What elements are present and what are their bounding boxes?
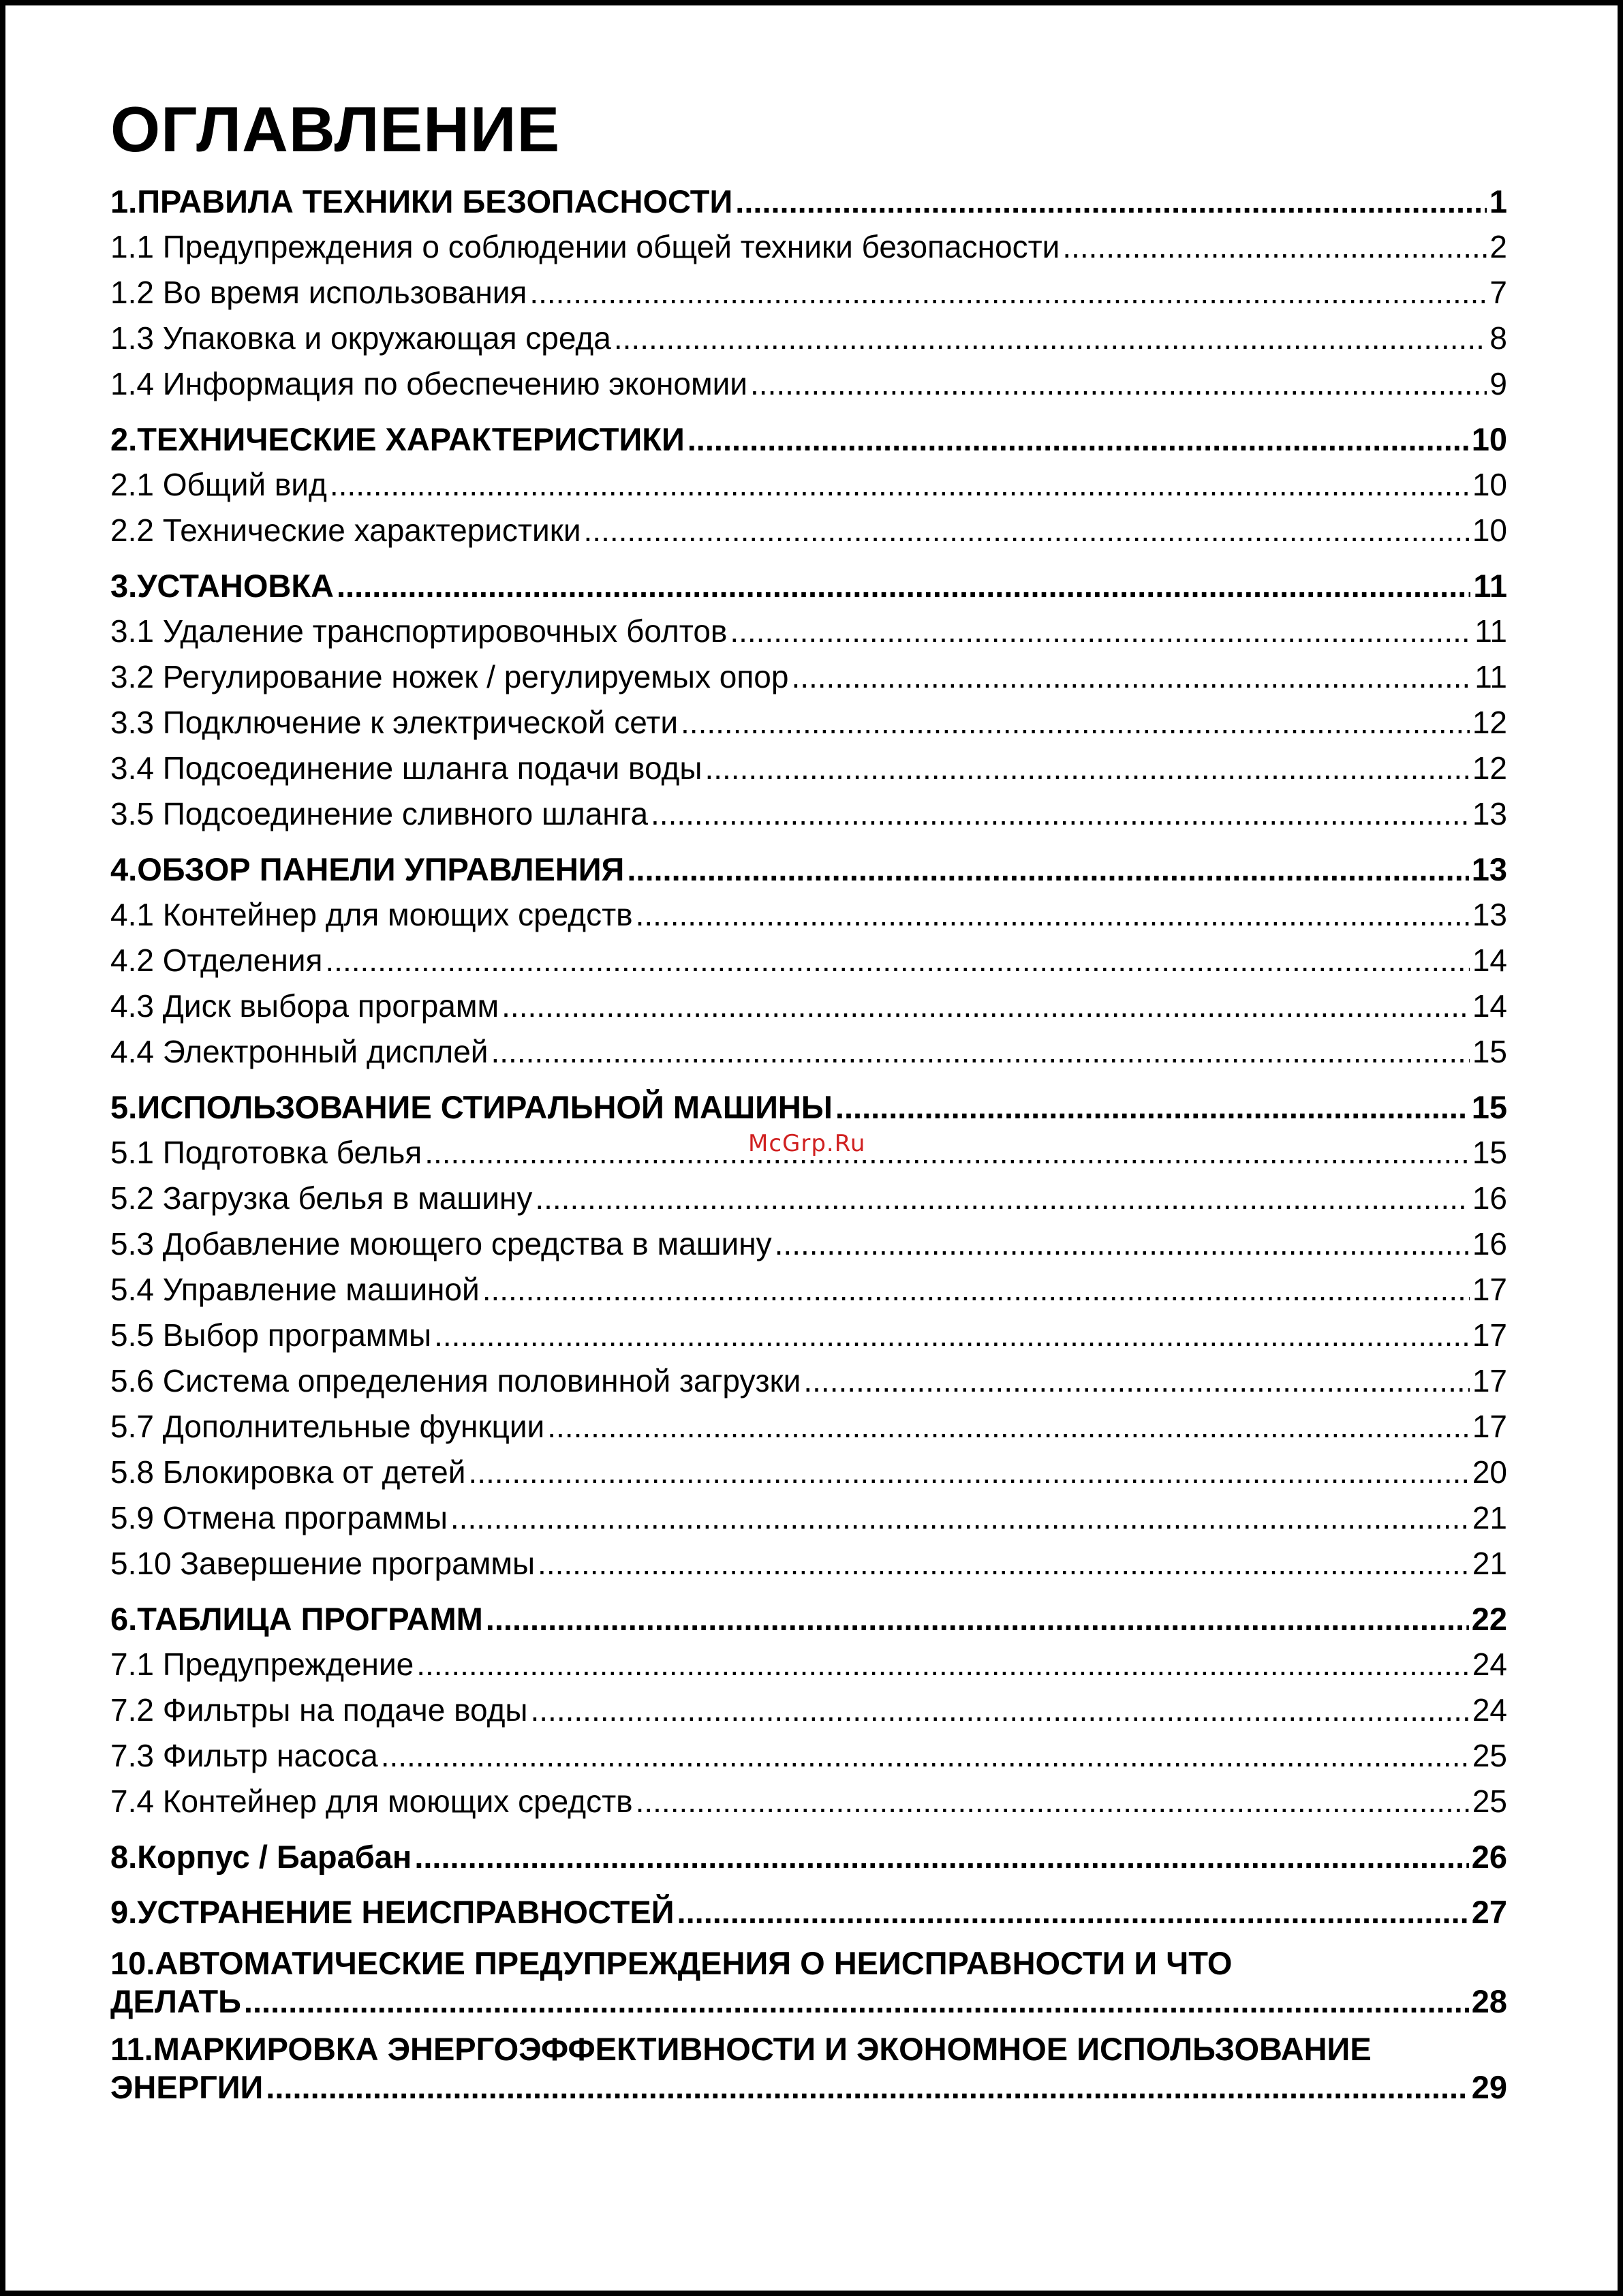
toc-label: 1.2 Во время использования [110,275,527,310]
toc-label: 5.10 Завершение программы [110,1546,536,1581]
toc-page: 20 [1472,1454,1507,1490]
leader-dots [434,1313,1470,1358]
toc-page: 14 [1472,943,1507,978]
leader-dots [687,416,1469,462]
toc-label: 7.2 Фильтры на подаче воды [110,1692,528,1728]
toc-item-2-1[interactable] [110,462,1507,508]
toc-label: 5.4 Управление машиной [110,1272,480,1307]
toc-label: 4.3 Диск выбора программ [110,988,499,1024]
leader-dots [614,316,1487,361]
toc-label: 5.8 Блокировка от детей [110,1454,466,1490]
toc-page: 14 [1472,988,1507,1024]
toc-label: 3.УСТАНОВКА [110,568,334,604]
toc-item-7-1[interactable] [110,1642,1507,1687]
toc-section-1[interactable] [110,179,1507,224]
toc-item-1-1[interactable] [110,224,1507,270]
leader-dots [677,1889,1469,1935]
toc-label: 3.3 Подключение к электрической сети [110,705,679,740]
leader-dots [835,1084,1469,1130]
leader-dots [482,1267,1470,1313]
leader-dots [636,892,1470,938]
toc-page: 10 [1472,512,1507,548]
toc-section-4[interactable] [110,846,1507,892]
toc-page: 16 [1472,1226,1507,1261]
toc-page: 17 [1472,1317,1507,1353]
toc-page: 13 [1472,796,1507,831]
toc-page: 15 [1472,1135,1507,1170]
toc-container [110,95,1507,2107]
leader-dots [330,462,1470,508]
leader-dots [244,1983,1469,2021]
toc-page: 11 [1474,613,1507,649]
leader-dots [414,1834,1468,1880]
toc-page: 21 [1472,1546,1507,1581]
toc-label: 3.1 Удаление транспортировочных болтов [110,613,728,649]
toc-item-3-1[interactable] [110,609,1507,654]
toc-page: 11 [1474,659,1507,694]
leader-dots [803,1358,1469,1404]
toc-item-4-1[interactable] [110,892,1507,938]
toc-item-7-2[interactable] [110,1687,1507,1733]
toc-label: 8.Корпус / Барабан [110,1839,412,1875]
toc-page: 16 [1472,1180,1507,1216]
toc-page: 8 [1489,320,1507,356]
toc-item-5-10[interactable] [110,1541,1507,1587]
leader-dots [337,563,1470,609]
toc-page: 9 [1489,366,1507,401]
toc-item-7-3[interactable] [110,1733,1507,1779]
leader-dots [468,1450,1469,1495]
toc-item-5-2[interactable] [110,1176,1507,1221]
leader-dots [325,938,1469,983]
toc-section-11[interactable] [110,2030,1507,2107]
leader-dots [750,361,1487,407]
toc-label: 2.ТЕХНИЧЕСКИЕ ХАРАКТЕРИСТИКИ [110,421,685,457]
toc-label: 1.3 Упаковка и окружающая среда [110,320,611,356]
leader-dots [651,791,1470,837]
toc-page: 13 [1472,897,1507,932]
toc-label: 7.3 Фильтр насоса [110,1738,378,1773]
toc-item-4-3[interactable] [110,983,1507,1029]
toc-label: 3.4 Подсоединение шланга подачи воды [110,750,702,786]
leader-dots [735,179,1487,224]
leader-dots [424,1130,1470,1176]
toc-page: 12 [1472,705,1507,740]
toc-label: 4.1 Контейнер для моющих средств [110,897,633,932]
toc-page: 10 [1472,467,1507,502]
leader-dots [538,1541,1470,1587]
toc-label: 1.1 Предупреждения о соблюдении общей техники безопасности [110,229,1060,264]
toc-page: 2 [1489,229,1507,264]
toc-label: 5.9 Отмена программы [110,1500,448,1535]
leader-dots [501,983,1470,1029]
toc-item-3-2[interactable] [110,654,1507,700]
toc-page: 29 [1471,2069,1507,2105]
toc-page: 26 [1471,1839,1507,1875]
toc-section-6[interactable] [110,1596,1507,1642]
toc-item-5-7[interactable] [110,1404,1507,1450]
toc-page: 17 [1472,1272,1507,1307]
toc-item-3-4[interactable] [110,746,1507,791]
toc-page: 28 [1471,1983,1507,2019]
toc-page: 21 [1472,1500,1507,1535]
toc-section-10[interactable] [110,1944,1507,2021]
toc-page: 13 [1471,851,1507,887]
toc-page: 17 [1472,1363,1507,1398]
leader-dots [636,1779,1470,1824]
leader-dots [681,700,1470,746]
watermark: McGrp.Ru [748,1130,866,1157]
toc-label-line2: ЭНЕРГИИ [110,2069,264,2105]
leader-dots [775,1221,1470,1267]
toc-item-5-3[interactable] [110,1221,1507,1267]
toc-item-5-8[interactable] [110,1450,1507,1495]
toc-label-line1: 11.МАРКИРОВКА ЭНЕРГОЭФФЕКТИВНОСТИ И ЭКОНОМНОЕ ИСПОЛЬЗОВАНИЕ [110,2031,1372,2067]
toc-item-5-4[interactable] [110,1267,1507,1313]
toc-label: 5.7 Дополнительные функции [110,1409,545,1444]
toc-page: 15 [1472,1034,1507,1069]
toc-label-line2: ДЕЛАТЬ [110,1983,241,2019]
toc-section-2[interactable] [110,416,1507,462]
leader-dots [791,654,1472,700]
leader-dots [531,1687,1470,1733]
toc-page: 27 [1471,1894,1507,1930]
toc-item-4-2[interactable] [110,938,1507,983]
toc-label: 1.4 Информация по обеспечению экономии [110,366,748,401]
toc-section-8[interactable] [110,1834,1507,1880]
toc-label: 5.5 Выбор программы [110,1317,432,1353]
toc-page: 15 [1471,1089,1507,1125]
toc-label-line1: 10.АВТОМАТИЧЕСКИЕ ПРЕДУПРЕЖДЕНИЯ О НЕИСПРАВНОСТИ И ЧТО [110,1945,1233,1981]
toc-item-1-4[interactable] [110,361,1507,407]
leader-dots [535,1176,1469,1221]
toc-page: 10 [1471,421,1507,457]
leader-dots [416,1642,1470,1687]
toc-section-5[interactable] [110,1084,1507,1130]
toc-label: 3.2 Регулирование ножек / регулируемых опор [110,659,789,694]
leader-dots [584,508,1470,553]
toc-item-5-9[interactable] [110,1495,1507,1541]
leader-dots [730,609,1472,654]
toc-label: 2.1 Общий вид [110,467,327,502]
leader-dots [486,1596,1469,1642]
toc-label: 9.УСТРАНЕНИЕ НЕИСПРАВНОСТЕЙ [110,1894,675,1930]
toc-page: 7 [1489,275,1507,310]
toc-page: 1 [1489,183,1507,219]
toc-item-4-4[interactable] [110,1029,1507,1075]
toc-label: 4.2 Отделения [110,943,323,978]
toc-page: 17 [1472,1409,1507,1444]
toc-page: 24 [1472,1647,1507,1682]
leader-dots [529,270,1487,316]
toc-label: 5.ИСПОЛЬЗОВАНИЕ СТИРАЛЬНОЙ МАШИНЫ [110,1089,833,1125]
toc-page: 25 [1472,1738,1507,1773]
page-title: ОГЛАВЛЕНИЕ [110,93,561,165]
toc-label: 4.4 Электронный дисплей [110,1034,489,1069]
toc-label: 3.5 Подсоединение сливного шланга [110,796,649,831]
toc-page: 24 [1472,1692,1507,1728]
toc-label: 7.1 Предупреждение [110,1647,414,1682]
toc-item-1-3[interactable] [110,316,1507,361]
toc-label: 2.2 Технические характеристики [110,512,581,548]
leader-dots [450,1495,1470,1541]
toc-label: 1.ПРАВИЛА ТЕХНИКИ БЕЗОПАСНОСТИ [110,183,733,219]
toc-page: 22 [1471,1601,1507,1637]
toc-label: 6.ТАБЛИЦА ПРОГРАММ [110,1601,483,1637]
toc-label: 5.6 Система определения половинной загрузки [110,1363,801,1398]
toc-section-9[interactable] [110,1889,1507,1935]
toc-item-2-2[interactable] [110,508,1507,553]
toc-item-5-6[interactable] [110,1358,1507,1404]
toc-page: 11 [1473,568,1507,604]
leader-dots [491,1029,1469,1075]
toc-page: 25 [1472,1784,1507,1819]
toc-label: 5.1 Подготовка белья [110,1135,422,1170]
toc-label: 4.ОБЗОР ПАНЕЛИ УПРАВЛЕНИЯ [110,851,625,887]
leader-dots [547,1404,1470,1450]
toc-page: 12 [1472,750,1507,786]
leader-dots [627,846,1468,892]
leader-dots [705,746,1469,791]
toc-item-5-5[interactable] [110,1313,1507,1358]
toc-label: 5.2 Загрузка белья в машину [110,1180,533,1216]
toc-item-7-4[interactable] [110,1779,1507,1824]
toc-section-3[interactable] [110,563,1507,609]
toc-item-3-5[interactable] [110,791,1507,837]
toc-item-3-3[interactable] [110,700,1507,746]
toc-label: 5.3 Добавление моющего средства в машину [110,1226,772,1261]
toc-label: 7.4 Контейнер для моющих средств [110,1784,633,1819]
leader-dots [1062,224,1487,270]
leader-dots [266,2068,1468,2107]
leader-dots [381,1733,1470,1779]
toc-item-1-2[interactable] [110,270,1507,316]
